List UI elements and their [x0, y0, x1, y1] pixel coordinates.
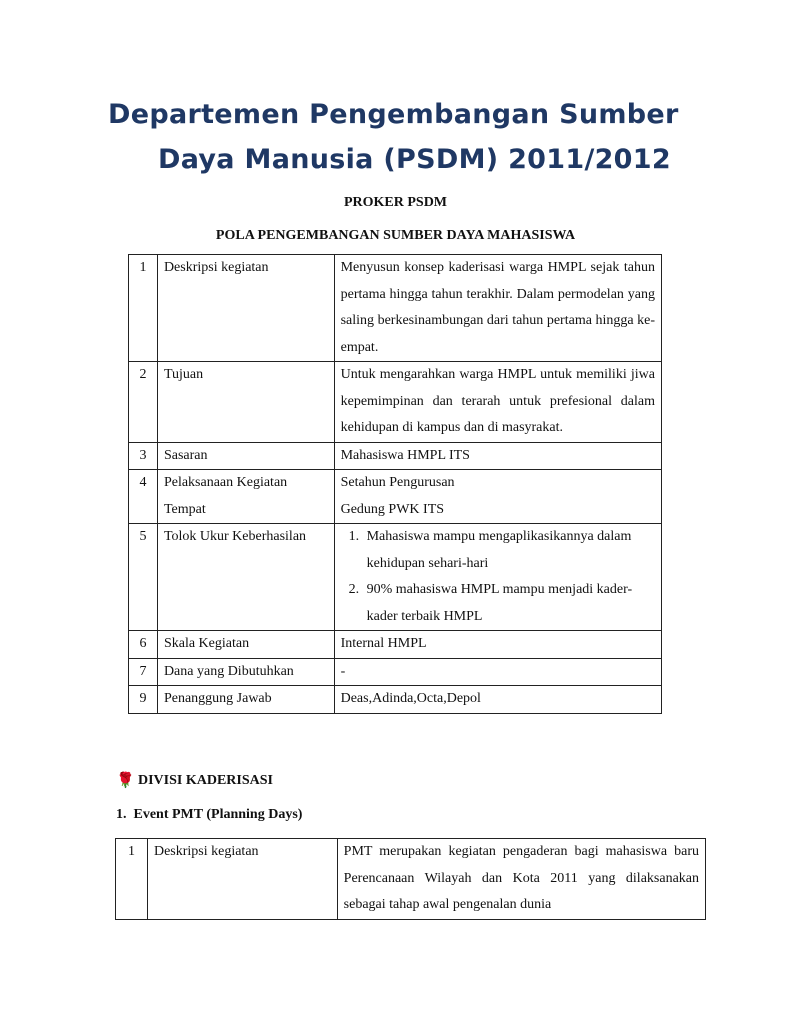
row-number: 6 [129, 631, 158, 659]
title-line-1: Departemen Pengembangan Sumber [108, 99, 679, 130]
row-value: Menyusun konsep kaderisasi warga HMPL sejak tahun pertama hingga tahun terakhir. Dalam permodelan yang saling berkesinambungan dari tahun pertama hingga ke-empat. [334, 255, 661, 362]
row-value: Untuk mengarahkan warga HMPL untuk memiliki jiwa kepemimpinan dan terarah untuk prefesional dalam kehidupan di kampus dan di masyrakat. [334, 362, 661, 443]
row-label: Deskripsi kegiatan [157, 255, 334, 362]
row-number: 7 [129, 658, 158, 686]
row-number: 4 [129, 470, 158, 524]
row-number: 5 [129, 524, 158, 631]
row-value-line: Setahun Pengurusan [340, 475, 455, 490]
row-label-line: Tempat [163, 501, 206, 517]
row-label-line: Pelaksanaan Kegiatan [163, 475, 288, 490]
row-label: Dana yang Dibutuhkan [157, 658, 334, 686]
table-row [129, 442, 662, 470]
table-row [129, 255, 662, 362]
section-label: DIVISI KADERISASI [138, 773, 273, 788]
heading-pola: POLA PENGEMBANGAN SUMBER DAYA MAHASISWA [215, 228, 576, 243]
row-value [334, 524, 661, 631]
heading-proker: PROKER PSDM [343, 195, 448, 210]
event-heading: 1. Event PMT (Planning Days) [116, 807, 303, 822]
document-title [108, 92, 708, 182]
table-row [116, 839, 706, 920]
row-value: Deas,Adinda,Octa,Depol [334, 686, 661, 714]
list-item: 2. 90% mahasiswa HMPL mampu menjadi kader-kader terbaik HMPL [363, 577, 655, 630]
table-row [129, 631, 662, 659]
row-value: Internal HMPL [334, 631, 661, 659]
row-number: 3 [129, 442, 158, 470]
proker-table [128, 254, 662, 714]
row-value: PMT merupakan kegiatan pengaderan bagi mahasiswa baru Perencanaan Wilayah dan Kota 2011 yang dilaksanakan sebagai tahap awal pengenalan dunia [337, 839, 705, 920]
rose-bullet-icon: 🌹 [116, 771, 135, 789]
row-label: Penanggung Jawab [157, 686, 334, 714]
row-number: 1 [116, 839, 148, 920]
section-divisi-kaderisasi [116, 773, 273, 789]
table-row [129, 686, 662, 714]
table-row [129, 470, 662, 524]
row-value: Mahasiswa HMPL ITS [334, 442, 661, 470]
row-label: Tujuan [157, 362, 334, 443]
table-row [129, 524, 662, 631]
row-value-line: Gedung PWK ITS [340, 501, 445, 517]
row-value: - [334, 658, 661, 686]
table-row [129, 658, 662, 686]
row-number: 9 [129, 686, 158, 714]
row-label: Tolok Ukur Keberhasilan [157, 524, 334, 631]
list-item: 1. Mahasiswa mampu mengaplikasikannya dalam kehidupan sehari-hari [363, 524, 655, 577]
title-line-2: Daya Manusia (PSDM) 2011/2012 [158, 144, 671, 175]
row-label: Sasaran [157, 442, 334, 470]
row-label: Skala Kegiatan [157, 631, 334, 659]
row-label [157, 470, 334, 524]
success-criteria-list [341, 524, 655, 630]
event-table [115, 838, 706, 920]
row-label: Deskripsi kegiatan [147, 839, 337, 920]
row-number: 2 [129, 362, 158, 443]
table-row [129, 362, 662, 443]
row-number: 1 [129, 255, 158, 362]
row-value [334, 470, 661, 524]
